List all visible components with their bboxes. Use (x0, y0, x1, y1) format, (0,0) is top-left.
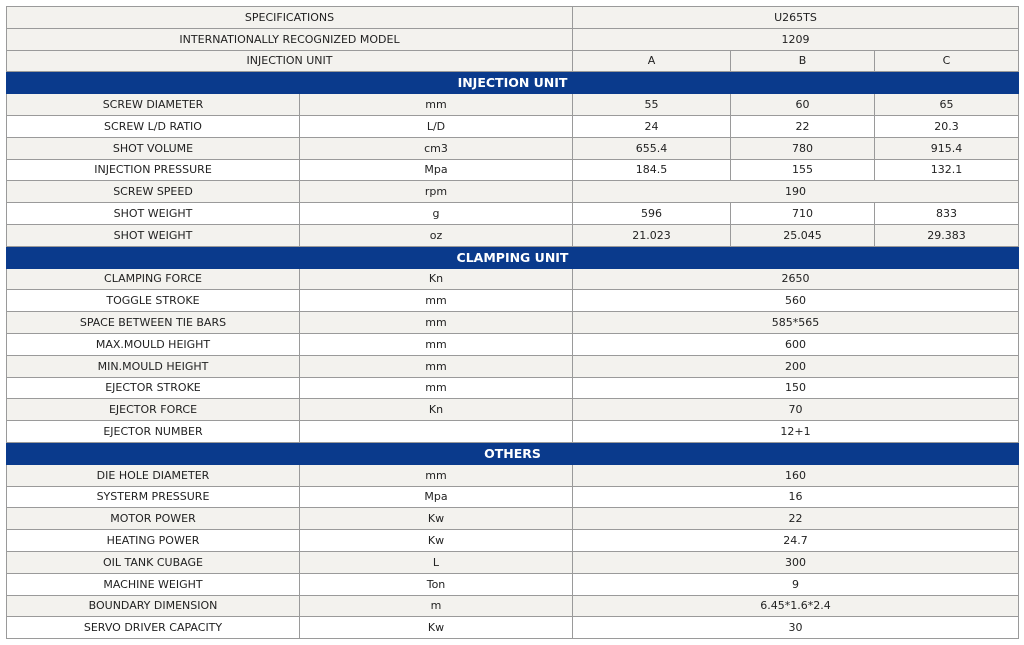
col-b: B (731, 50, 875, 72)
param-name: EJECTOR FORCE (7, 399, 300, 421)
table-row (7, 617, 1019, 639)
param-unit: Kn (300, 268, 573, 290)
param-name: SHOT VOLUME (7, 137, 300, 159)
param-value: 30 (573, 617, 1019, 639)
param-name: DIE HOLE DIAMETER (7, 464, 300, 486)
param-name: SCREW DIAMETER (7, 94, 300, 116)
param-value: 585*565 (573, 312, 1019, 334)
param-value: 915.4 (875, 137, 1019, 159)
param-value: 655.4 (573, 137, 731, 159)
table-row (7, 94, 1019, 116)
param-value: 780 (731, 137, 875, 159)
table-row (7, 486, 1019, 508)
spec-row (7, 7, 1019, 29)
param-name: BOUNDARY DIMENSION (7, 595, 300, 617)
param-value: 60 (731, 94, 875, 116)
table-row (7, 377, 1019, 399)
param-unit: Kw (300, 530, 573, 552)
param-name: MACHINE WEIGHT (7, 573, 300, 595)
param-name: SYSTERM PRESSURE (7, 486, 300, 508)
table-row (7, 268, 1019, 290)
param-value: 300 (573, 551, 1019, 573)
param-value: 132.1 (875, 159, 1019, 181)
param-value: 160 (573, 464, 1019, 486)
col-a: A (573, 50, 731, 72)
param-unit: oz (300, 224, 573, 246)
param-name: SCREW L/D RATIO (7, 115, 300, 137)
param-value: 833 (875, 203, 1019, 225)
param-name: SHOT WEIGHT (7, 224, 300, 246)
param-name: SERVO DRIVER CAPACITY (7, 617, 300, 639)
param-unit: Kw (300, 508, 573, 530)
unit-label: INJECTION UNIT (7, 50, 573, 72)
param-value: 150 (573, 377, 1019, 399)
param-value: 24.7 (573, 530, 1019, 552)
table-row (7, 290, 1019, 312)
param-name: MIN.MOULD HEIGHT (7, 355, 300, 377)
spec-label: SPECIFICATIONS (7, 7, 573, 29)
table-row (7, 530, 1019, 552)
table-row (7, 203, 1019, 225)
param-value: 21.023 (573, 224, 731, 246)
spec-value: U265TS (573, 7, 1019, 29)
param-value: 155 (731, 159, 875, 181)
param-unit: mm (300, 464, 573, 486)
param-name: MOTOR POWER (7, 508, 300, 530)
param-value: 200 (573, 355, 1019, 377)
param-unit: L/D (300, 115, 573, 137)
param-unit: rpm (300, 181, 573, 203)
param-name: SCREW SPEED (7, 181, 300, 203)
param-value: 12+1 (573, 421, 1019, 443)
param-unit: cm3 (300, 137, 573, 159)
param-value: 9 (573, 573, 1019, 595)
param-unit: mm (300, 290, 573, 312)
table-row (7, 137, 1019, 159)
param-value: 16 (573, 486, 1019, 508)
table-row (7, 115, 1019, 137)
param-value: 560 (573, 290, 1019, 312)
param-value: 65 (875, 94, 1019, 116)
table-row (7, 159, 1019, 181)
section-title: OTHERS (7, 442, 1019, 464)
model-label: INTERNATIONALLY RECOGNIZED MODEL (7, 28, 573, 50)
param-name: SHOT WEIGHT (7, 203, 300, 225)
param-value: 22 (573, 508, 1019, 530)
param-name: TOGGLE STROKE (7, 290, 300, 312)
param-name: EJECTOR STROKE (7, 377, 300, 399)
param-value: 55 (573, 94, 731, 116)
param-name: HEATING POWER (7, 530, 300, 552)
param-unit: g (300, 203, 573, 225)
table-row (7, 508, 1019, 530)
param-unit: Kw (300, 617, 573, 639)
param-name: OIL TANK CUBAGE (7, 551, 300, 573)
param-unit (300, 421, 573, 443)
param-value: 25.045 (731, 224, 875, 246)
param-unit: Mpa (300, 486, 573, 508)
section-header-injection (7, 72, 1019, 94)
param-name: INJECTION PRESSURE (7, 159, 300, 181)
table-row (7, 181, 1019, 203)
param-unit: mm (300, 333, 573, 355)
section-title: INJECTION UNIT (7, 72, 1019, 94)
spec-table (6, 6, 1019, 639)
unit-header-row (7, 50, 1019, 72)
table-row (7, 399, 1019, 421)
param-value: 2650 (573, 268, 1019, 290)
table-row (7, 224, 1019, 246)
table-row (7, 595, 1019, 617)
param-unit: m (300, 595, 573, 617)
param-value: 710 (731, 203, 875, 225)
table-row (7, 312, 1019, 334)
param-name: SPACE BETWEEN TIE BARS (7, 312, 300, 334)
section-header-others (7, 442, 1019, 464)
param-unit: mm (300, 312, 573, 334)
param-value: 600 (573, 333, 1019, 355)
param-unit: Ton (300, 573, 573, 595)
section-title: CLAMPING UNIT (7, 246, 1019, 268)
table-row (7, 573, 1019, 595)
param-value: 190 (573, 181, 1019, 203)
param-unit: Mpa (300, 159, 573, 181)
param-value: 22 (731, 115, 875, 137)
param-unit: Kn (300, 399, 573, 421)
col-c: C (875, 50, 1019, 72)
section-header-clamping (7, 246, 1019, 268)
param-name: MAX.MOULD HEIGHT (7, 333, 300, 355)
param-unit: L (300, 551, 573, 573)
table-row (7, 333, 1019, 355)
param-value: 24 (573, 115, 731, 137)
param-unit: mm (300, 94, 573, 116)
param-value: 29.383 (875, 224, 1019, 246)
param-name: EJECTOR NUMBER (7, 421, 300, 443)
param-value: 184.5 (573, 159, 731, 181)
param-value: 70 (573, 399, 1019, 421)
model-value: 1209 (573, 28, 1019, 50)
table-row (7, 464, 1019, 486)
table-row (7, 421, 1019, 443)
param-unit: mm (300, 377, 573, 399)
param-name: CLAMPING FORCE (7, 268, 300, 290)
param-unit: mm (300, 355, 573, 377)
model-row (7, 28, 1019, 50)
param-value: 6.45*1.6*2.4 (573, 595, 1019, 617)
param-value: 596 (573, 203, 731, 225)
table-row (7, 355, 1019, 377)
param-value: 20.3 (875, 115, 1019, 137)
table-row (7, 551, 1019, 573)
